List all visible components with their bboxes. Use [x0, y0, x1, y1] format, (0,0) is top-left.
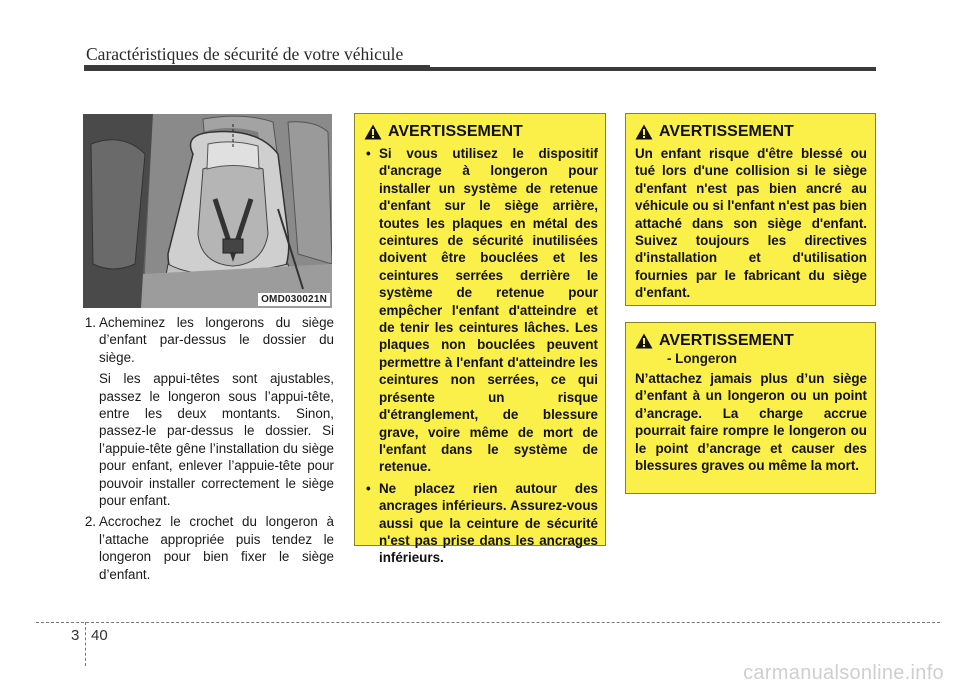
watermark: carmanualsonline.info — [743, 662, 944, 684]
page-number: 40 — [91, 627, 108, 644]
header-rule — [84, 67, 876, 71]
page-header-title: Caractéristiques de sécurité de votre véhicule — [86, 44, 404, 64]
step-item — [74, 513, 334, 583]
warning-body: Un enfant risque d'être blessé ou tué lors d'une collision si le siège d'enfant n'est pas bien ancré au véhicule ou si l'enfant n'est pas bien attaché dans son siège d'enfant. Suivez toujours les directives d'installation et d'utilisation fournies par le fabricant du siège d'enfant. — [635, 146, 867, 301]
child-seat-drawing — [83, 114, 332, 308]
warning-header — [635, 332, 867, 350]
step-text: Accrochez le crochet du longeron à l’attache appropriée puis tendez le longeron pour bien fixer le siège d’enfant. — [99, 514, 334, 582]
warning-body: N’attachez jamais plus d’un siège d’enfant à un longeron ou un point d’ancrage. La charge accrue pourrait faire rompre le longeron ou le point d’ancrage et causer des blessures graves ou même la mort. — [635, 371, 867, 474]
warning-bullets — [364, 145, 598, 567]
step-note: Si les appui-têtes sont ajustables, passez le longeron sous l’appui-tête, entre les deux montants. Sinon, passez-le par-dessus le dossier. Si l’appuie-tête gêne l’installation du siège pour enfant, enlever l’appuie-tête pour pouvoir installer correctement le siège pour enfant. — [99, 371, 334, 509]
step-text: Acheminez les longerons du siège d’enfant par-dessus le dossier du siège. — [99, 315, 334, 365]
chapter-number: 3 — [71, 627, 80, 644]
warning-header — [364, 123, 598, 141]
warning-box-longeron — [625, 322, 876, 494]
warning-title: AVERTISSEMENT — [659, 123, 794, 140]
step-item — [74, 314, 334, 509]
warning-triangle-icon — [635, 124, 653, 140]
warning-bullet: • Ne placez rien autour des ancrages inférieurs. Assurez-vous aussi que la ceinture de sécurité n'est pas prise dans les ancrages inférieurs. — [364, 480, 598, 567]
step-number: 2. — [84, 514, 96, 530]
warning-header — [635, 123, 867, 141]
warning-title: AVERTISSEMENT — [659, 332, 794, 349]
child-seat-illustration — [83, 114, 332, 308]
warning-bullet: • Si vous utilisez le dispositif d'ancrage à longeron pour installer un système de retenue d'enfant sur le siège arrière, toutes les plaques en métal des ceintures de sécurité inutilisées doivent être bouclées et les ceintures serrées derrière le système de retenue pour empêcher l'enfant d'atteindre et de tenir les ceintures lâches. Les plaques non bouclées peuvent permettre à l'enfant d'atteindre les ceintures non serrées, ce qui présente un risque d'étranglement, de blessure grave, voire même de mort de l'enfant dans le système de retenue. — [364, 145, 598, 476]
footer-divider — [85, 622, 86, 666]
warning-title: AVERTISSEMENT — [388, 123, 523, 140]
warning-triangle-icon — [635, 333, 653, 349]
warning-box-child-injury — [625, 113, 876, 306]
installation-steps — [74, 314, 334, 587]
footer-rule — [36, 622, 940, 623]
warning-subtitle: - Longeron — [667, 351, 737, 366]
warning-box-tether-belts — [354, 113, 606, 566]
figure-code: OMD030021N — [258, 293, 330, 306]
step-number: 1. — [84, 315, 96, 330]
warning-triangle-icon — [364, 124, 382, 140]
